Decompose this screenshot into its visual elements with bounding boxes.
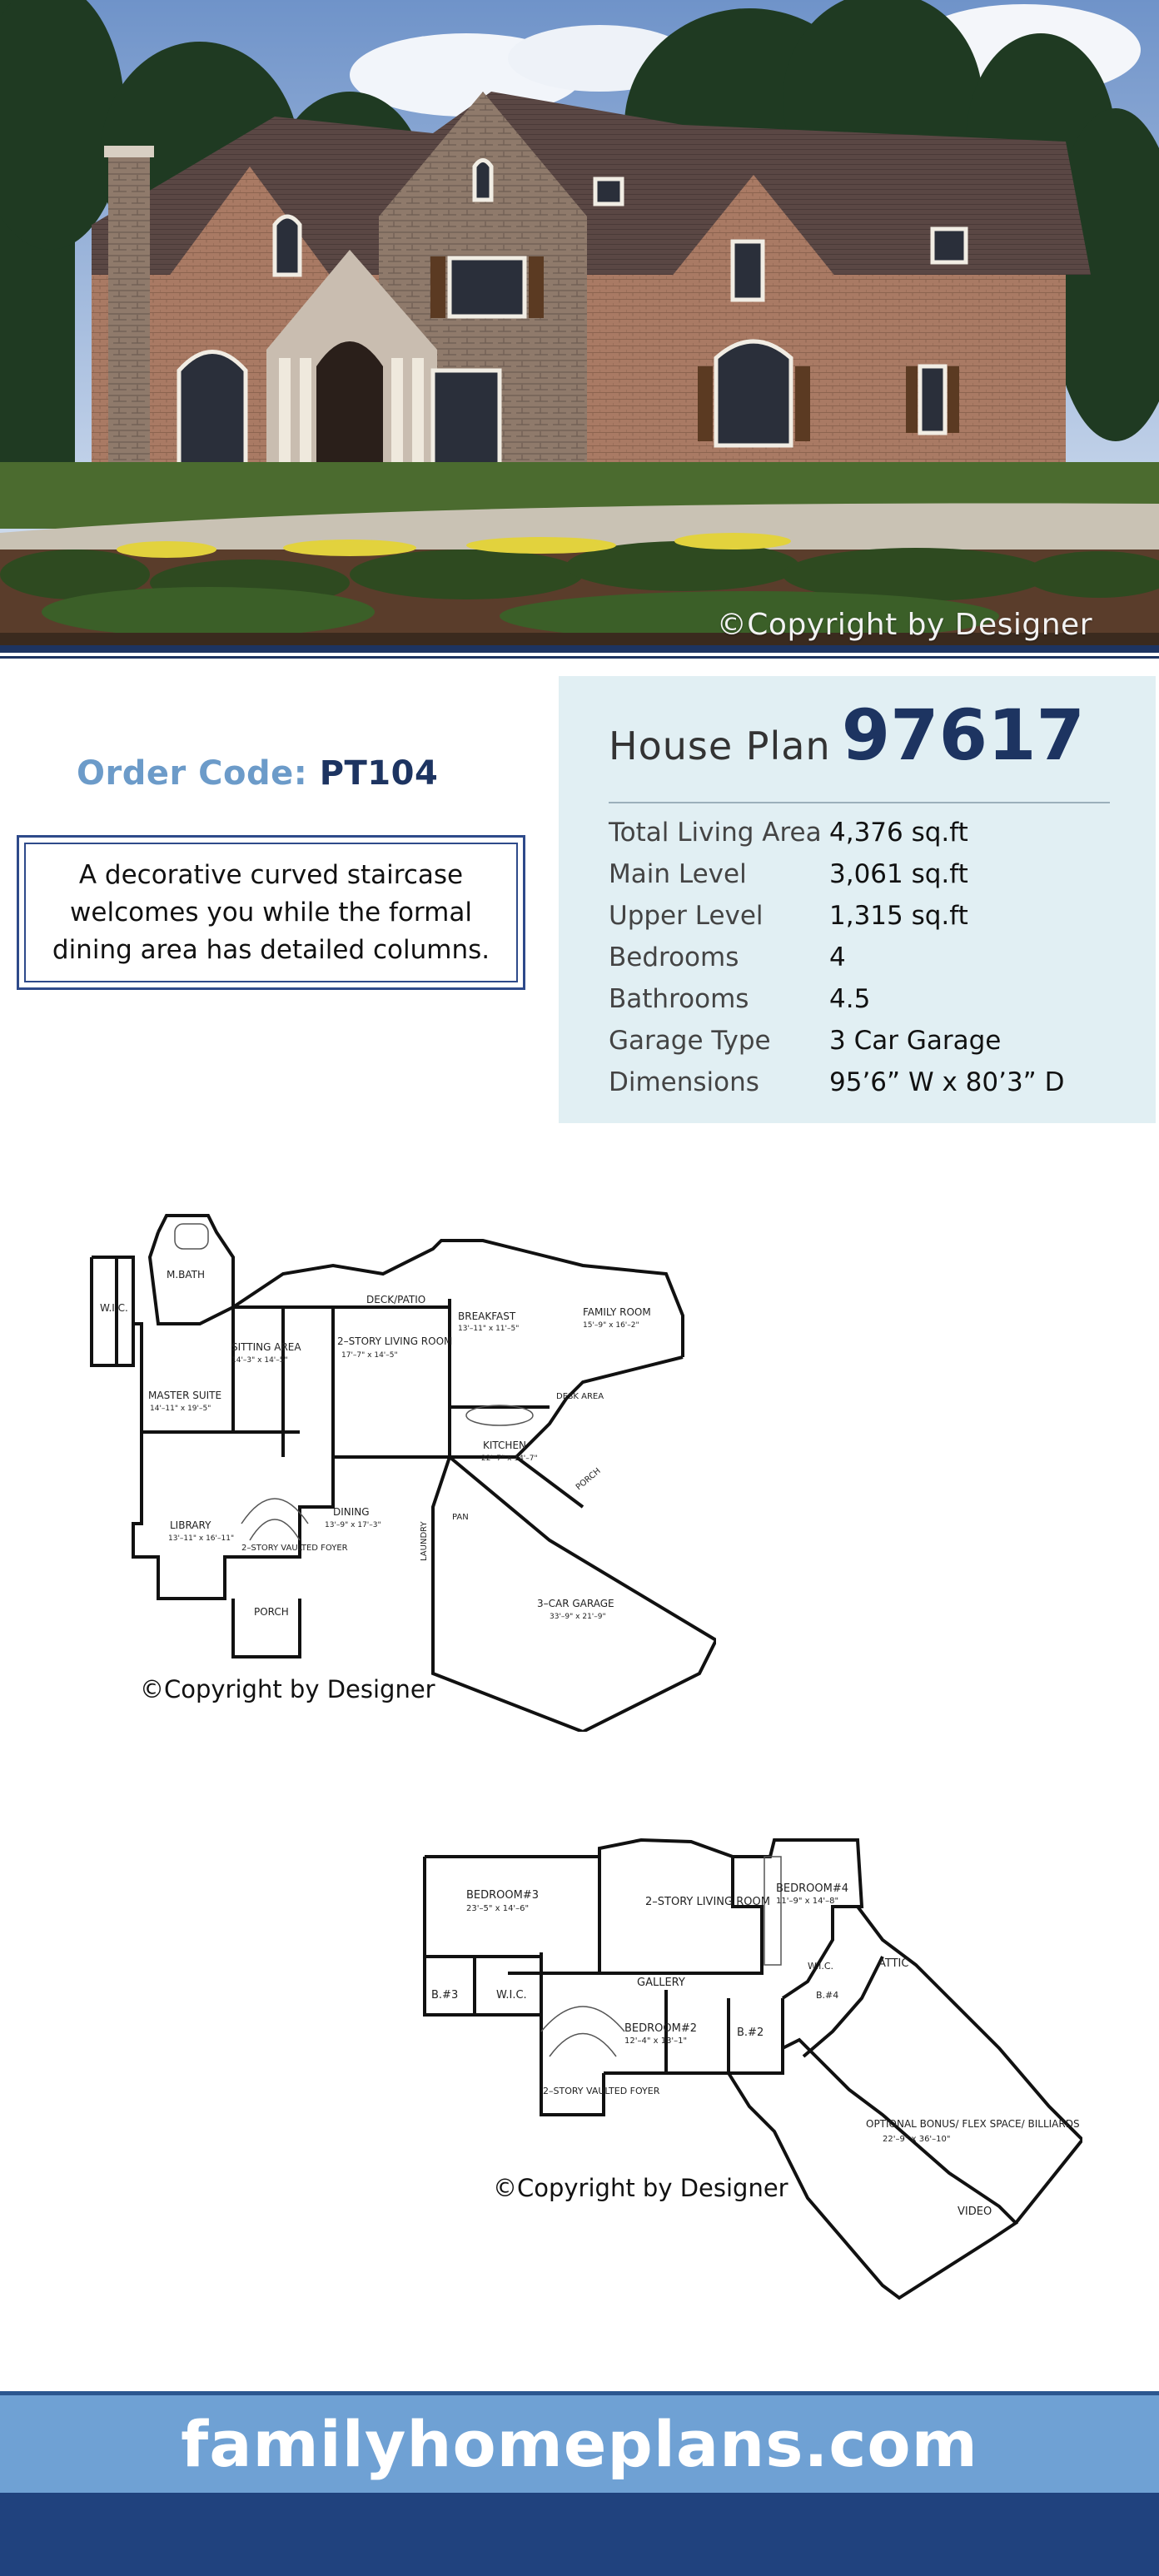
plan-title-label: House Plan	[609, 724, 831, 768]
main-floor-plan	[83, 1207, 716, 1732]
footer-bottom-bar	[0, 2493, 1159, 2576]
room-label-family-dim: 15'–9" x 16'–2"	[583, 1321, 639, 1330]
room-label-living-dim: 17'–7" x 14'–5"	[341, 1351, 398, 1360]
room-label-sitting-dim: 14'–3" x 14'–5"	[231, 1356, 288, 1365]
room-label-wic: W.I.C.	[100, 1302, 128, 1314]
room-label-dining-dim: 13'–9" x 17'–3"	[325, 1521, 381, 1529]
room-label-bonus: OPTIONAL BONUS/ FLEX SPACE/ BILLIARDS	[866, 2118, 1080, 2130]
main-floor-copyright: ©Copyright by Designer	[140, 1675, 435, 1703]
spec-row	[609, 859, 1125, 901]
room-label-laundry: LAUNDRY	[420, 1521, 429, 1561]
room-label-bedroom4: BEDROOM#4	[776, 1882, 849, 1895]
room-label-wic2: W.I.C.	[808, 1961, 834, 1972]
room-label-foyer: 2–STORY VAULTED FOYER	[241, 1544, 348, 1553]
spec-label: Upper Level	[609, 901, 764, 931]
upper-floor-copyright: ©Copyright by Designer	[493, 2174, 788, 2202]
spec-row	[609, 818, 1125, 859]
room-label-breakfast-dim: 13'–11" x 11'–5"	[458, 1325, 520, 1333]
room-label-bonus-dim: 22'–9" x 36'–10"	[883, 2135, 951, 2144]
room-label-b3: B.#3	[431, 1989, 459, 2002]
room-label-attic: ATTIC	[878, 1957, 909, 1970]
room-label-dining: DINING	[333, 1506, 370, 1518]
spec-value: 95’6” W x 80’3” D	[829, 1067, 1065, 1097]
room-label-bedroom2-dim: 12'–4" x 13'–1"	[624, 2036, 688, 2046]
plan-title	[609, 694, 1085, 776]
room-label-wic: W.I.C.	[496, 1989, 527, 2002]
spec-label: Bathrooms	[609, 984, 749, 1014]
order-code-label: Order Code:	[77, 754, 308, 793]
room-label-sitting: SITTING AREA	[231, 1341, 301, 1353]
room-label-video: VIDEO	[958, 2206, 992, 2218]
spec-value: 3 Car Garage	[829, 1026, 1002, 1056]
spec-value: 4	[829, 942, 846, 972]
house-exterior-image	[0, 0, 1159, 645]
footer-site-link[interactable]: familyhomeplans.com	[181, 2407, 978, 2481]
room-label-garage-dim: 33'–9" x 21'–9"	[550, 1613, 606, 1621]
order-code-value: PT104	[319, 754, 439, 793]
room-label-foyer: 2–STORY VAULTED FOYER	[543, 2086, 660, 2096]
room-label-master-dim: 14'–11" x 19'–5"	[150, 1405, 211, 1413]
room-label-bedroom3: BEDROOM#3	[466, 1889, 540, 1902]
room-label-bedroom2: BEDROOM#2	[624, 2022, 698, 2035]
room-label-garage: 3–CAR GARAGE	[537, 1598, 614, 1609]
spec-value: 4.5	[829, 984, 871, 1014]
room-label-desk: DESK AREA	[556, 1392, 604, 1401]
plan-number: 97617	[841, 694, 1085, 776]
spec-label: Garage Type	[609, 1026, 771, 1056]
room-label-bedroom4-dim: 11'–9" x 14'–8"	[776, 1897, 839, 1906]
hero-copyright: ©Copyright by Designer	[716, 608, 1092, 642]
spec-row	[609, 942, 1125, 984]
room-label-kitchen: KITCHEN	[483, 1440, 526, 1451]
room-label-deck: DECK/PATIO	[366, 1294, 426, 1305]
spec-value: 4,376 sq.ft	[829, 818, 968, 848]
room-label-library: LIBRARY	[170, 1519, 211, 1531]
room-label-living: 2–STORY LIVING ROOM	[337, 1335, 453, 1347]
spec-divider	[609, 802, 1110, 803]
spec-value: 3,061 sq.ft	[829, 859, 968, 889]
spec-row	[609, 984, 1125, 1026]
room-label-porch-side: PORCH	[574, 1466, 603, 1493]
footer-banner	[0, 2391, 1159, 2493]
spec-label: Dimensions	[609, 1067, 759, 1097]
spec-value: 1,315 sq.ft	[829, 901, 968, 931]
spec-label: Total Living Area	[609, 818, 822, 848]
spec-row	[609, 1026, 1125, 1067]
spec-label: Bedrooms	[609, 942, 739, 972]
divider-thick	[0, 645, 1159, 653]
hero-photo	[0, 0, 1159, 645]
divider-thin	[0, 656, 1159, 659]
room-label-living: 2–STORY LIVING ROOM	[645, 1896, 770, 1908]
order-code	[77, 754, 438, 793]
spec-row	[609, 1067, 1125, 1109]
room-label-kitchen-dim: 22'–7" x 14'–7"	[481, 1455, 538, 1463]
room-label-b2: B.#2	[737, 2026, 764, 2039]
spec-row	[609, 901, 1125, 942]
room-label-porch: PORCH	[254, 1606, 289, 1618]
room-label-mbath: M.BATH	[167, 1269, 206, 1281]
spec-panel	[559, 676, 1156, 1123]
room-label-master: MASTER SUITE	[148, 1390, 222, 1401]
room-label-pan: PAN	[452, 1513, 469, 1522]
room-label-family: FAMILY ROOM	[583, 1306, 651, 1318]
room-label-b4: B.#4	[816, 1990, 839, 2001]
spec-label: Main Level	[609, 859, 747, 889]
room-label-breakfast: BREAKFAST	[458, 1310, 516, 1322]
description-box	[17, 835, 525, 990]
room-label-gallery: GALLERY	[637, 1977, 685, 1989]
upper-floor-plan	[416, 1832, 1082, 2306]
room-label-bedroom3-dim: 23'–5" x 14'–6"	[466, 1904, 530, 1913]
room-label-library-dim: 13'–11" x 16'–11"	[168, 1534, 235, 1543]
description-text: A decorative curved staircase welcomes you while the formal dining area has detailed columns.	[24, 843, 518, 982]
